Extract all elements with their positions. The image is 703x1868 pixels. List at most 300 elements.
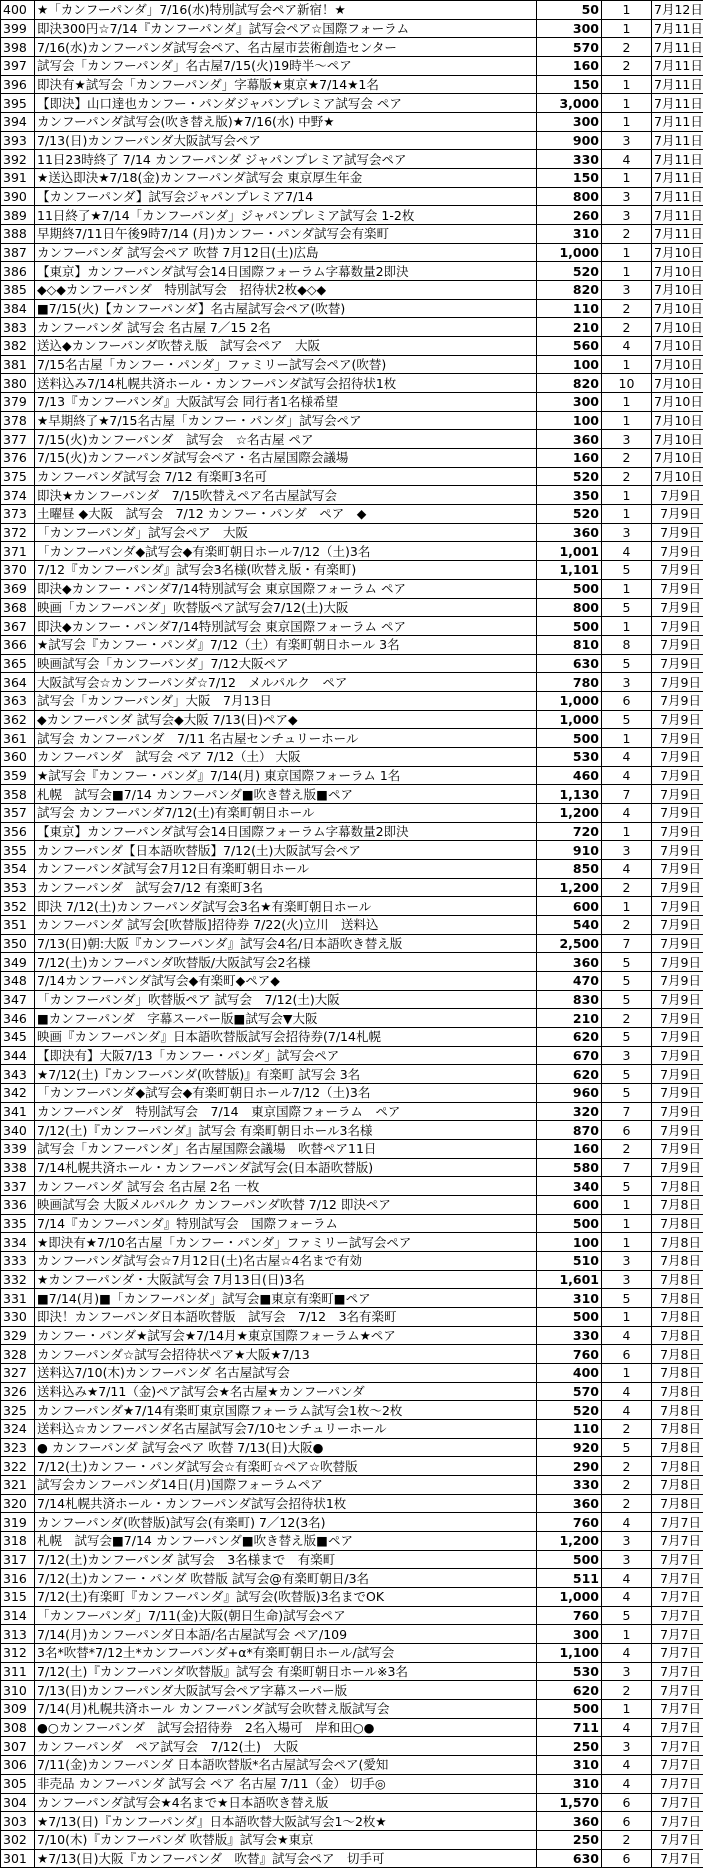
row-number: 325 <box>1 1401 35 1420</box>
table-row <box>1 1681 703 1700</box>
listing-title: 映画「カンフーパンダ」吹替版ペア試写会7/12(土)大阪 <box>35 598 537 617</box>
end-date: 7月8日 <box>652 1196 703 1215</box>
final-price: 360 <box>537 1812 602 1831</box>
end-date: 7月9日 <box>652 617 703 636</box>
bid-count: 7 <box>602 1102 652 1121</box>
final-price: 580 <box>537 1158 602 1177</box>
row-number: 374 <box>1 486 35 505</box>
listing-title: カンフーパンダ 試写会 ペア 7/12（土） 大阪 <box>35 747 537 766</box>
end-date: 7月9日 <box>652 1046 703 1065</box>
listing-title: カンフーパンダ ペア試写会 7/12(土) 大阪 <box>35 1737 537 1756</box>
final-price: 570 <box>537 38 602 57</box>
bid-count: 5 <box>602 1177 652 1196</box>
bid-count: 4 <box>602 1326 652 1345</box>
row-number: 342 <box>1 1083 35 1102</box>
end-date: 7月11日 <box>652 38 703 57</box>
row-number: 309 <box>1 1700 35 1719</box>
bid-count: 2 <box>602 1139 652 1158</box>
final-price: 110 <box>537 1420 602 1439</box>
row-number: 376 <box>1 449 35 468</box>
end-date: 7月8日 <box>652 1382 703 1401</box>
bid-count: 3 <box>602 206 652 225</box>
bid-count: 1 <box>602 1196 652 1215</box>
final-price: 310 <box>537 1756 602 1775</box>
final-price: 360 <box>537 430 602 449</box>
row-number: 349 <box>1 953 35 972</box>
bid-count: 5 <box>602 1438 652 1457</box>
row-number: 336 <box>1 1196 35 1215</box>
final-price: 300 <box>537 1625 602 1644</box>
final-price: 520 <box>537 467 602 486</box>
listing-title: 「カンフーパンダ」試写会ペア 大阪 <box>35 523 537 542</box>
bid-count: 3 <box>602 187 652 206</box>
bid-count: 3 <box>602 1270 652 1289</box>
end-date: 7月11日 <box>652 187 703 206</box>
listing-title: ★7/13(日)『カンフーパンダ』日本語吹替大阪試写会1～2枚★ <box>35 1812 537 1831</box>
listing-title: 送料込み★7/11（金)ペア試写会★名古屋★カンフーパンダ <box>35 1382 537 1401</box>
row-number: 368 <box>1 598 35 617</box>
listing-title: 7/11(金)カンフーパンダ 日本語吹替版*名古屋試写会ペア(愛知 <box>35 1756 537 1775</box>
end-date: 7月10日 <box>652 430 703 449</box>
end-date: 7月8日 <box>652 1214 703 1233</box>
listing-title: 【即決】山口達也カンフー・パンダジャパンプレミア試写会 ペア <box>35 94 537 113</box>
end-date: 7月7日 <box>652 1793 703 1812</box>
row-number: 340 <box>1 1121 35 1140</box>
end-date: 7月9日 <box>652 579 703 598</box>
row-number: 367 <box>1 617 35 636</box>
row-number: 302 <box>1 1830 35 1849</box>
table-row <box>1 1252 703 1271</box>
final-price: 350 <box>537 486 602 505</box>
listing-title: 「カンフーパンダ◆試写会◆有楽町朝日ホール7/12（土)3名 <box>35 542 537 561</box>
bid-count: 1 <box>602 1214 652 1233</box>
final-price: 520 <box>537 1401 602 1420</box>
bid-count: 3 <box>602 673 652 692</box>
listing-title: ◆カンフーパンダ 試写会◆大阪 7/13(日)ペア◆ <box>35 710 537 729</box>
row-number: 320 <box>1 1494 35 1513</box>
end-date: 7月11日 <box>652 225 703 244</box>
table-row <box>1 337 703 356</box>
table-row <box>1 1158 703 1177</box>
listing-title: 送料込み7/14札幌共済ホール・カンフーパンダ試写会招待状1枚 <box>35 374 537 393</box>
final-price: 540 <box>537 915 602 934</box>
row-number: 335 <box>1 1214 35 1233</box>
bid-count: 2 <box>602 1009 652 1028</box>
table-row <box>1 1793 703 1812</box>
listing-title: 送料込7/10(木)カンフーパンダ 名古屋試写会 <box>35 1364 537 1383</box>
bid-count: 4 <box>602 747 652 766</box>
row-number: 369 <box>1 579 35 598</box>
end-date: 7月7日 <box>652 1718 703 1737</box>
bid-count: 3 <box>602 131 652 150</box>
final-price: 310 <box>537 225 602 244</box>
end-date: 7月7日 <box>652 1644 703 1663</box>
final-price: 620 <box>537 1027 602 1046</box>
bid-count: 2 <box>602 318 652 337</box>
listing-title: 映画試写会 大阪メルパルク カンフーパンダ吹替 7/12 即決ペア <box>35 1196 537 1215</box>
row-number: 345 <box>1 1027 35 1046</box>
row-number: 312 <box>1 1644 35 1663</box>
final-price: 100 <box>537 1233 602 1252</box>
table-row <box>1 1513 703 1532</box>
row-number: 398 <box>1 38 35 57</box>
end-date: 7月9日 <box>652 505 703 524</box>
end-date: 7月10日 <box>652 355 703 374</box>
row-number: 347 <box>1 990 35 1009</box>
row-number: 339 <box>1 1139 35 1158</box>
end-date: 7月9日 <box>652 915 703 934</box>
table-row <box>1 1065 703 1084</box>
final-price: 300 <box>537 19 602 38</box>
bid-count: 3 <box>602 1550 652 1569</box>
row-number: 333 <box>1 1252 35 1271</box>
end-date: 7月11日 <box>652 19 703 38</box>
row-number: 392 <box>1 150 35 169</box>
final-price: 800 <box>537 187 602 206</box>
final-price: 1,200 <box>537 1532 602 1551</box>
listing-title: 【東京】カンフーパンダ試写会14日国際フォーラム字幕数量2即決 <box>35 822 537 841</box>
table-row <box>1 281 703 300</box>
row-number: 388 <box>1 225 35 244</box>
listing-title: 【東京】カンフーパンダ試写会14日国際フォーラム字幕数量2即決 <box>35 262 537 281</box>
bid-count: 3 <box>602 430 652 449</box>
listing-title: カンフーパンダ 試写会ペア 吹替 7月12日(土)広島 <box>35 243 537 262</box>
bid-count: 3 <box>602 1252 652 1271</box>
end-date: 7月9日 <box>652 635 703 654</box>
listing-title: ★即決有★7/10名古屋「カンフー・パンダ」ファミリー試写会ペア <box>35 1233 537 1252</box>
table-row <box>1 393 703 412</box>
table-row <box>1 934 703 953</box>
bid-count: 8 <box>602 635 652 654</box>
end-date: 7月10日 <box>652 393 703 412</box>
end-date: 7月7日 <box>652 1774 703 1793</box>
row-number: 310 <box>1 1681 35 1700</box>
end-date: 7月8日 <box>652 1476 703 1495</box>
table-row <box>1 1494 703 1513</box>
row-number: 382 <box>1 337 35 356</box>
row-number: 397 <box>1 57 35 76</box>
bid-count: 5 <box>602 1027 652 1046</box>
listing-title: カンフーパンダ 試写会 名古屋 2名 一枚 <box>35 1177 537 1196</box>
listing-title: カンフーパンダ【日本語吹替版】7/12(土)大阪試写会ペア <box>35 841 537 860</box>
end-date: 7月7日 <box>652 1569 703 1588</box>
table-row <box>1 505 703 524</box>
row-number: 390 <box>1 187 35 206</box>
final-price: 810 <box>537 635 602 654</box>
final-price: 150 <box>537 169 602 188</box>
listing-title: ★カンフーパンダ・大阪試写会 7月13日(日)3名 <box>35 1270 537 1289</box>
table-row <box>1 1662 703 1681</box>
end-date: 7月10日 <box>652 411 703 430</box>
bid-count: 4 <box>602 1774 652 1793</box>
table-row <box>1 1830 703 1849</box>
table-row <box>1 1214 703 1233</box>
final-price: 360 <box>537 523 602 542</box>
final-price: 500 <box>537 1700 602 1719</box>
end-date: 7月9日 <box>652 1121 703 1140</box>
final-price: 850 <box>537 859 602 878</box>
bid-count: 1 <box>602 19 652 38</box>
final-price: 1,101 <box>537 561 602 580</box>
listing-title: カンフーパンダ(吹替版)試写会(有楽町) 7／12(3名) <box>35 1513 537 1532</box>
row-number: 322 <box>1 1457 35 1476</box>
end-date: 7月9日 <box>652 691 703 710</box>
table-row <box>1 1569 703 1588</box>
bid-count: 2 <box>602 915 652 934</box>
end-date: 7月7日 <box>652 1606 703 1625</box>
table-row <box>1 859 703 878</box>
end-date: 7月8日 <box>652 1177 703 1196</box>
listing-title: 試写会「カンフーパンダ」名古屋7/15(火)19時半～ペア <box>35 57 537 76</box>
table-row <box>1 299 703 318</box>
bid-count: 1 <box>602 1625 652 1644</box>
row-number: 363 <box>1 691 35 710</box>
end-date: 7月10日 <box>652 281 703 300</box>
table-row <box>1 1308 703 1327</box>
end-date: 7月9日 <box>652 486 703 505</box>
listing-title: 7/12(土)カンフー・パンダ試写会☆有楽町☆ペア☆吹替版 <box>35 1457 537 1476</box>
row-number: 353 <box>1 878 35 897</box>
listing-title: 即決★カンフーパンダ 7/15吹替えペア名古屋試写会 <box>35 486 537 505</box>
listing-title: 7/14札幌共済ホール・カンフーパンダ試写会招待状1枚 <box>35 1494 537 1513</box>
end-date: 7月9日 <box>652 523 703 542</box>
final-price: 600 <box>537 1196 602 1215</box>
bid-count: 5 <box>602 1083 652 1102</box>
listing-title: 7/14カンフーパンダ試写会◆有楽町◆ペア◆ <box>35 971 537 990</box>
bid-count: 1 <box>602 1 652 20</box>
bid-count: 5 <box>602 598 652 617</box>
row-number: 348 <box>1 971 35 990</box>
listing-title: ● カンフーパンダ 試写会ペア 吹替 7/13(日)大阪● <box>35 1438 537 1457</box>
final-price: 570 <box>537 1382 602 1401</box>
listing-title: ■カンフーパンダ 字幕スーパー版■試写会▼大阪 <box>35 1009 537 1028</box>
listing-title: 7/12『カンフーパンダ』試写会3名様(吹替え版・有楽町) <box>35 561 537 580</box>
end-date: 7月9日 <box>652 990 703 1009</box>
end-date: 7月9日 <box>652 1027 703 1046</box>
row-number: 321 <box>1 1476 35 1495</box>
listing-title: 7/12(土)『カンフーパンダ吹替版』試写会 有楽町朝日ホール※3名 <box>35 1662 537 1681</box>
final-price: 160 <box>537 1139 602 1158</box>
bid-count: 2 <box>602 1494 652 1513</box>
table-row <box>1 673 703 692</box>
listing-title: 即決！カンフーパンダ日本語吹替版 試写会 7/12 3名有楽町 <box>35 1308 537 1327</box>
listing-title: 試写会 カンフーパンダ7/12(土)有楽町朝日ホール <box>35 803 537 822</box>
end-date: 7月7日 <box>652 1849 703 1868</box>
bid-count: 2 <box>602 467 652 486</box>
table-row <box>1 542 703 561</box>
table-row <box>1 1326 703 1345</box>
table-row <box>1 374 703 393</box>
final-price: 511 <box>537 1569 602 1588</box>
end-date: 7月11日 <box>652 169 703 188</box>
end-date: 7月11日 <box>652 113 703 132</box>
row-number: 330 <box>1 1308 35 1327</box>
end-date: 7月8日 <box>652 1308 703 1327</box>
table-row <box>1 1849 703 1868</box>
table-row <box>1 1027 703 1046</box>
table-row <box>1 915 703 934</box>
end-date: 7月7日 <box>652 1532 703 1551</box>
listing-title: 非売品 カンフーパンダ 試写会 ペア 名古屋 7/11（金） 切手◎ <box>35 1774 537 1793</box>
row-number: 341 <box>1 1102 35 1121</box>
listing-title: 11日終了★7/14「カンフーパンダ」ジャパンプレミア試写会 1-2枚 <box>35 206 537 225</box>
row-number: 308 <box>1 1718 35 1737</box>
end-date: 7月11日 <box>652 131 703 150</box>
end-date: 7月7日 <box>652 1700 703 1719</box>
bid-count: 1 <box>602 1308 652 1327</box>
listing-title: カンフーパンダ 特別試写会 7/14 東京国際フォーラム ペア <box>35 1102 537 1121</box>
end-date: 7月10日 <box>652 449 703 468</box>
end-date: 7月9日 <box>652 766 703 785</box>
bid-count: 1 <box>602 1700 652 1719</box>
end-date: 7月9日 <box>652 729 703 748</box>
bid-count: 4 <box>602 150 652 169</box>
bid-count: 5 <box>602 990 652 1009</box>
final-price: 150 <box>537 75 602 94</box>
final-price: 460 <box>537 766 602 785</box>
table-row <box>1 1139 703 1158</box>
table-row <box>1 1196 703 1215</box>
listing-title: ★「カンフーパンダ」7/16(水)特別試写会ペア新宿！★ <box>35 1 537 20</box>
row-number: 307 <box>1 1737 35 1756</box>
final-price: 400 <box>537 1364 602 1383</box>
listing-title: ★試写会『カンフー・パンダ』7/14(月) 東京国際フォーラム 1名 <box>35 766 537 785</box>
end-date: 7月9日 <box>652 971 703 990</box>
listing-title: 「カンフーパンダ」7/11(金)大阪(朝日生命)試写会ペア <box>35 1606 537 1625</box>
row-number: 356 <box>1 822 35 841</box>
listing-title: カンフーパンダ試写会7月12日有楽町朝日ホール <box>35 859 537 878</box>
bid-count: 3 <box>602 1737 652 1756</box>
listing-title: 「カンフーパンダ◆試写会◆有楽町朝日ホール7/12（土)3名 <box>35 1083 537 1102</box>
end-date: 7月9日 <box>652 1065 703 1084</box>
listing-title: 試写会「カンフーパンダ」名古屋国際会議場 吹替ペア11日 <box>35 1139 537 1158</box>
final-price: 100 <box>537 355 602 374</box>
end-date: 7月9日 <box>652 822 703 841</box>
end-date: 7月9日 <box>652 785 703 804</box>
bid-count: 2 <box>602 225 652 244</box>
listing-title: カンフーパンダ試写会☆7月12日(土)名古屋☆4名まで有効 <box>35 1252 537 1271</box>
row-number: 346 <box>1 1009 35 1028</box>
bid-count: 1 <box>602 262 652 281</box>
bid-count: 6 <box>602 1121 652 1140</box>
row-number: 301 <box>1 1849 35 1868</box>
end-date: 7月7日 <box>652 1737 703 1756</box>
table-row <box>1 523 703 542</box>
listing-title: ◆◇◆カンフーパンダ 特別試写会 招待状2枚◆◇◆ <box>35 281 537 300</box>
table-row <box>1 38 703 57</box>
row-number: 365 <box>1 654 35 673</box>
bid-count: 5 <box>602 1606 652 1625</box>
row-number: 326 <box>1 1382 35 1401</box>
table-row <box>1 561 703 580</box>
listing-title: ●○カンフーパンダ 試写会招待券 2名入場可 岸和田○● <box>35 1718 537 1737</box>
table-row <box>1 1718 703 1737</box>
row-number: 329 <box>1 1326 35 1345</box>
row-number: 343 <box>1 1065 35 1084</box>
row-number: 352 <box>1 897 35 916</box>
row-number: 303 <box>1 1812 35 1831</box>
final-price: 160 <box>537 449 602 468</box>
row-number: 313 <box>1 1625 35 1644</box>
bid-count: 4 <box>602 1401 652 1420</box>
bid-count: 5 <box>602 1289 652 1308</box>
row-number: 364 <box>1 673 35 692</box>
row-number: 391 <box>1 169 35 188</box>
listing-title: ★試写会『カンフー・パンダ』7/12（土）有楽町朝日ホール 3名 <box>35 635 537 654</box>
table-body <box>1 1 703 1868</box>
final-price: 260 <box>537 206 602 225</box>
final-price: 820 <box>537 374 602 393</box>
final-price: 1,100 <box>537 1644 602 1663</box>
table-row <box>1 94 703 113</box>
bid-count: 2 <box>602 878 652 897</box>
bid-count: 1 <box>602 169 652 188</box>
end-date: 7月9日 <box>652 953 703 972</box>
row-number: 362 <box>1 710 35 729</box>
end-date: 7月9日 <box>652 841 703 860</box>
listing-title: カンフー・パンダ★試写会★7/14月★東京国際フォーラム★ペア <box>35 1326 537 1345</box>
bid-count: 2 <box>602 299 652 318</box>
end-date: 7月9日 <box>652 803 703 822</box>
final-price: 3,000 <box>537 94 602 113</box>
bid-count: 4 <box>602 1756 652 1775</box>
end-date: 7月7日 <box>652 1662 703 1681</box>
table-row <box>1 430 703 449</box>
bid-count: 1 <box>602 897 652 916</box>
final-price: 910 <box>537 841 602 860</box>
listing-title: 映画『カンフーパンダ』日本語吹替版試写会招待券(7/14札幌 <box>35 1027 537 1046</box>
row-number: 378 <box>1 411 35 430</box>
row-number: 373 <box>1 505 35 524</box>
end-date: 7月9日 <box>652 878 703 897</box>
listing-title: ★7/13(日)大阪『カンフーパンダ 吹替』試写会ペア 切手可 <box>35 1849 537 1868</box>
row-number: 305 <box>1 1774 35 1793</box>
row-number: 366 <box>1 635 35 654</box>
table-row <box>1 169 703 188</box>
bid-count: 4 <box>602 766 652 785</box>
bid-count: 2 <box>602 57 652 76</box>
row-number: 361 <box>1 729 35 748</box>
bid-count: 5 <box>602 971 652 990</box>
row-number: 359 <box>1 766 35 785</box>
final-price: 360 <box>537 953 602 972</box>
listing-title: カンフーパンダ☆試写会招待状ペア★大阪★7/13 <box>35 1345 537 1364</box>
end-date: 7月9日 <box>652 542 703 561</box>
end-date: 7月8日 <box>652 1289 703 1308</box>
final-price: 1,570 <box>537 1793 602 1812</box>
bid-count: 4 <box>602 1644 652 1663</box>
table-row <box>1 75 703 94</box>
bid-count: 1 <box>602 411 652 430</box>
bid-count: 4 <box>602 1569 652 1588</box>
final-price: 630 <box>537 654 602 673</box>
end-date: 7月11日 <box>652 206 703 225</box>
row-number: 389 <box>1 206 35 225</box>
table-row <box>1 1177 703 1196</box>
end-date: 7月9日 <box>652 1139 703 1158</box>
end-date: 7月10日 <box>652 262 703 281</box>
row-number: 400 <box>1 1 35 20</box>
row-number: 381 <box>1 355 35 374</box>
end-date: 7月8日 <box>652 1252 703 1271</box>
listing-title: 試写会カンフーパンダ14日(月)国際フォーラムペア <box>35 1476 537 1495</box>
final-price: 760 <box>537 1513 602 1532</box>
listing-title: 7/15(火)カンフーパンダ 試写会 ☆名古屋 ペア <box>35 430 537 449</box>
table-row <box>1 1737 703 1756</box>
final-price: 1,200 <box>537 878 602 897</box>
table-row <box>1 19 703 38</box>
end-date: 7月9日 <box>652 1083 703 1102</box>
